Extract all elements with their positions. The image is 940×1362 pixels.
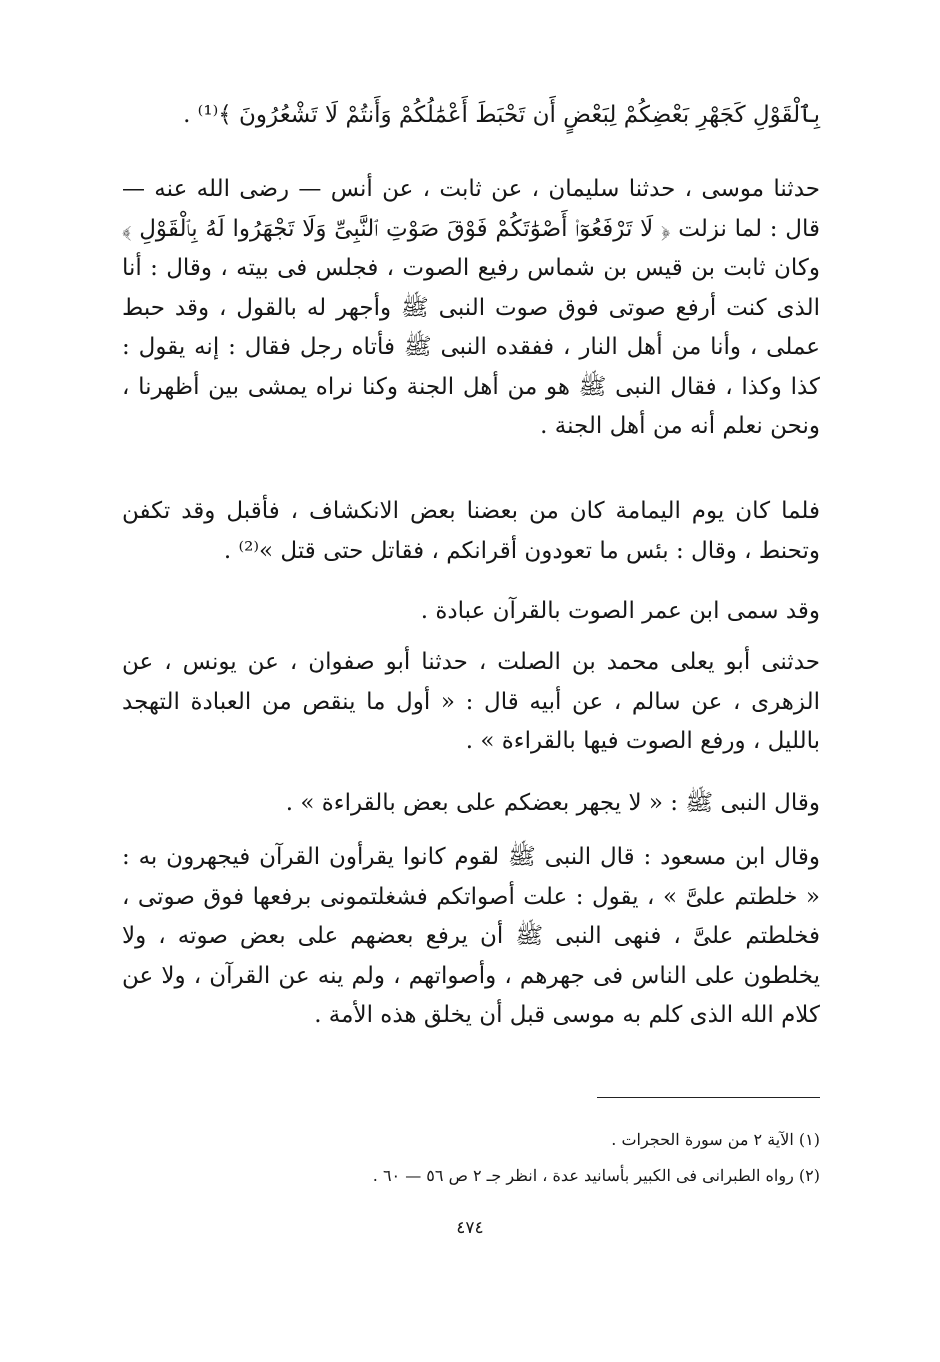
- hadith-thabit-paragraph: حدثنا موسى ، حدثنا سليمان ، عن ثابت ، عن أنس — رضى الله عنه — قال : لما نزلت ﴿ لَا تَرْفَعُوٓا۟ أَصْوَٰتَكُمْ فَوْقَ صَوْتِ ٱلنَّبِىِّ وَلَا تَجْهَرُوا لَهُ بِٱلْقَوْلِ ﴾ وكان ثابت بن قيس بن شماس رفيع الصوت ، فجلس فى بيته ، وقال : أنا الذى كنت أرفع صوتى فوق صوت النبى ﷺ وأجهر له بالقول ، وقد حبط عملى ، وأنا من أهل النار ، ففقده النبى ﷺ فأتاه رجل فقال : إنه يقول : كذا وكذا ، فقال النبى ﷺ هو من أهل الجنة وكنا نراه يمشى بين أظهرنا ، ونحن نعلم أنه من أهل الجنة .: [122, 176, 820, 439]
- ibn-masud-paragraph: وقال ابن مسعود : قال النبى ﷺ لقوم كانوا يقرأون القرآن فيجهرون به : « خلطتم علىَّ » ، يقول : علت أصواتكم فشغلتمونى برفعها فوق صوتى ، فخلطتم علىَّ ، فنهى النبى ﷺ أن يرفع بعضهم على بعض صوته ، ولا يخلطون على الناس فى جهرهم ، وأصواتهم ، ولم ينه عن القرآن ، ولا عن كلام الله الذى كلم به موسى قبل أن يخلق هذه الأمة .: [122, 844, 820, 1028]
- footnote-divider: [597, 1097, 820, 1098]
- footnote-1: (١) الآية ٢ من سورة الحجرات .: [611, 1130, 820, 1149]
- page-number: ٤٧٤: [456, 1218, 484, 1238]
- ibn-umar-paragraph: وقد سمى ابن عمر الصوت بالقرآن عبادة .: [420, 598, 820, 624]
- prophet-saying-paragraph: وقال النبى ﷺ : « لا يجهر بعضكم على بعض بالقراءة » .: [285, 790, 820, 816]
- footnote-2: (٢) رواه الطبرانى فى الكبير بأسانيد عدة ، انظر جـ ٢ ص ٥٦ — ٦٠ .: [372, 1166, 820, 1185]
- quran-verse-continuation: بِٱلْقَوْلِ كَجَهْرِ بَعْضِكُمْ لِبَعْضٍ أَن تَحْبَطَ أَعْمَٰلُكُمْ وَأَنتُمْ لَا تَشْعُرُونَ ﴾⁽¹⁾ .: [183, 102, 820, 128]
- abu-yala-paragraph: حدثنى أبو يعلى محمد بن الصلت ، حدثنا أبو صفوان ، عن يونس ، عن الزهرى ، عن سالم ، عن أبيه قال : « أول ما ينقص من العبادة التهجد بالليل ، ورفع الصوت فيها بالقراءة » .: [122, 649, 820, 754]
- yamama-paragraph: فلما كان يوم اليمامة كان من بعضنا بعض الانكشاف ، فأقبل وقد تكفن وتحنط ، وقال : بئس ما تعودون أقرانكم ، فقاتل حتى قتل »⁽²⁾ .: [122, 498, 820, 564]
